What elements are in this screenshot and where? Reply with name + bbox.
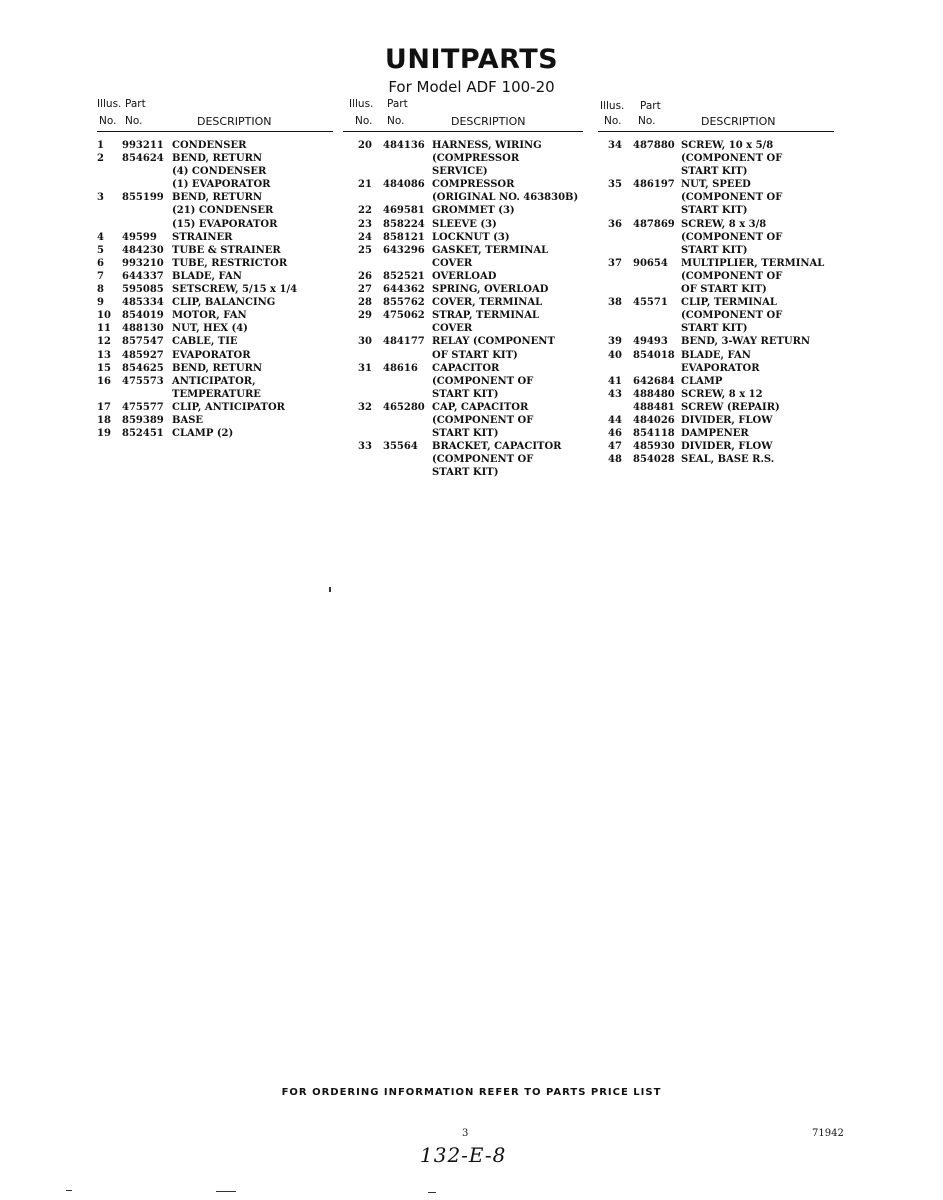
model-subtitle: For Model ADF 100-20	[388, 78, 555, 96]
part-number: 49493	[633, 336, 668, 348]
part-description: CAPACITOR	[432, 362, 500, 374]
part-description: CABLE, TIE	[172, 336, 238, 348]
parts-row	[343, 244, 583, 257]
part-number: 488130	[122, 323, 164, 335]
part-number: 854019	[122, 310, 164, 322]
parts-row	[97, 231, 333, 244]
part-description: (COMPONENT OF	[432, 375, 534, 387]
header-part: Part	[387, 98, 408, 110]
part-description: CONDENSER	[172, 140, 247, 151]
parts-row	[343, 204, 583, 217]
part-description: NUT, HEX (4)	[172, 323, 248, 335]
part-description: (COMPONENT OF	[681, 270, 783, 282]
parts-row	[97, 375, 333, 388]
part-description: START KIT)	[432, 428, 499, 440]
parts-column-1	[97, 98, 333, 440]
illus-number: 23	[358, 218, 372, 230]
part-description: GASKET, TERMINAL	[432, 244, 549, 256]
illus-number: 40	[608, 349, 622, 361]
parts-row	[343, 139, 583, 152]
parts-row	[598, 139, 834, 152]
parts-row	[598, 178, 834, 191]
illus-number: 38	[608, 297, 622, 309]
illus-number: 43	[608, 388, 622, 400]
part-number: 858121	[383, 231, 425, 243]
part-number: 854625	[122, 362, 164, 374]
part-number: 469581	[383, 205, 425, 217]
part-description: STRAINER	[172, 231, 233, 243]
parts-row	[343, 165, 583, 178]
part-description: MULTIPLIER, TERMINAL	[681, 257, 825, 269]
part-description: START KIT)	[432, 388, 499, 400]
part-description: SCREW, 8 x 12	[681, 388, 763, 400]
part-description: STRAP, TERMINAL	[432, 310, 539, 322]
parts-row	[598, 270, 834, 283]
header-part: Part	[640, 100, 661, 112]
part-description: SETSCREW, 5/15 x 1/4	[172, 284, 298, 296]
part-number: 855762	[383, 297, 425, 309]
part-description: START KIT)	[681, 166, 748, 178]
illus-number: 17	[97, 401, 111, 413]
part-description: CLIP, BALANCING	[172, 297, 276, 309]
scan-speck	[329, 587, 331, 592]
parts-row	[343, 231, 583, 244]
illus-number: 24	[358, 231, 372, 243]
part-description: COVER, TERMINAL	[432, 297, 543, 309]
parts-rows	[97, 139, 333, 440]
illus-number: 10	[97, 310, 111, 322]
part-description: SEAL, BASE R.S.	[681, 454, 775, 466]
header-illus: Illus.	[349, 98, 374, 110]
parts-row	[97, 309, 333, 322]
ordering-info-footer: FOR ORDERING INFORMATION REFER TO PARTS PRICE LIST	[281, 1087, 662, 1098]
parts-row	[97, 178, 333, 191]
part-number: 488480	[633, 388, 675, 400]
part-number: 857547	[122, 336, 164, 348]
illus-number: 35	[608, 179, 622, 191]
illus-number: 20	[358, 140, 372, 151]
part-description: CLAMP	[681, 375, 723, 387]
illus-number: 29	[358, 310, 372, 322]
part-description: (15) EVAPORATOR	[172, 218, 278, 230]
illus-number: 16	[97, 375, 111, 387]
header-description: DESCRIPTION	[451, 115, 526, 128]
part-number: 49599	[122, 231, 157, 243]
illus-number: 8	[97, 284, 104, 296]
part-description: BRACKET, CAPACITOR	[432, 441, 562, 453]
illus-number: 30	[358, 336, 372, 348]
part-number: 852451	[122, 428, 164, 440]
parts-row	[343, 191, 583, 204]
parts-column-2	[343, 98, 583, 479]
parts-row	[97, 218, 333, 231]
parts-rows	[343, 139, 583, 479]
part-description: OF START KIT)	[432, 349, 518, 361]
part-description: (21) CONDENSER	[172, 205, 274, 217]
page-title: UNITPARTS	[384, 44, 559, 75]
part-description: DAMPENER	[681, 428, 749, 440]
parts-row	[598, 322, 834, 335]
parts-row	[97, 257, 333, 270]
part-description: NUT, SPEED	[681, 179, 751, 191]
parts-row	[343, 362, 583, 375]
part-number: 486197	[633, 179, 675, 191]
part-description: SERVICE)	[432, 166, 488, 178]
part-number: 484136	[383, 140, 425, 151]
part-description: (ORIGINAL NO. 463830B)	[432, 192, 579, 204]
part-description: (4) CONDENSER	[172, 166, 267, 178]
header-illus: Illus.	[600, 100, 625, 112]
parts-row	[97, 362, 333, 375]
part-number: 643296	[383, 244, 425, 256]
illus-number: 27	[358, 284, 372, 296]
parts-row	[343, 309, 583, 322]
parts-row	[598, 414, 834, 427]
part-number: 858224	[383, 218, 425, 230]
illus-number: 7	[97, 270, 104, 282]
illus-number: 46	[608, 428, 622, 440]
illus-number: 13	[97, 349, 111, 361]
part-number: 475577	[122, 401, 164, 413]
illus-number: 3	[97, 192, 104, 204]
parts-row	[97, 191, 333, 204]
parts-row	[343, 322, 583, 335]
parts-row	[598, 296, 834, 309]
part-description: BEND, 3-WAY RETURN	[681, 336, 811, 348]
part-number: 859389	[122, 414, 164, 426]
illus-number: 4	[97, 231, 104, 243]
part-number: 487880	[633, 140, 675, 151]
parts-row	[598, 218, 834, 231]
header-no: No.	[355, 115, 373, 127]
part-description: START KIT)	[681, 244, 748, 256]
parts-row	[97, 322, 333, 335]
part-number: 993211	[122, 140, 164, 151]
parts-row	[97, 139, 333, 152]
document-number: 71942	[812, 1128, 844, 1139]
parts-row	[598, 309, 834, 322]
part-description: CLAMP (2)	[172, 428, 234, 440]
part-number: 484086	[383, 179, 425, 191]
part-description: START KIT)	[681, 323, 748, 335]
parts-row	[598, 244, 834, 257]
parts-row	[598, 165, 834, 178]
header-illus: Illus.	[97, 98, 122, 110]
parts-row	[343, 296, 583, 309]
parts-row	[343, 335, 583, 348]
illus-number: 28	[358, 297, 372, 309]
part-number: 90654	[633, 257, 668, 269]
part-number: 854624	[122, 153, 164, 165]
parts-row	[97, 427, 333, 440]
part-description: CLIP, ANTICIPATOR	[172, 401, 285, 413]
illus-number: 26	[358, 270, 372, 282]
parts-row	[97, 152, 333, 165]
illus-number: 22	[358, 205, 372, 217]
part-description: GROMMET (3)	[432, 205, 515, 217]
part-description: TUBE & STRAINER	[172, 244, 281, 256]
parts-row	[97, 401, 333, 414]
part-description: MOTOR, FAN	[172, 310, 247, 322]
illus-number: 19	[97, 428, 111, 440]
parts-row	[97, 165, 333, 178]
part-description: TEMPERATURE	[172, 388, 261, 400]
illus-number: 33	[358, 441, 372, 453]
parts-row	[343, 349, 583, 362]
column-header	[343, 98, 583, 132]
illus-number: 5	[97, 244, 104, 256]
illus-number: 32	[358, 401, 372, 413]
part-description: LOCKNUT (3)	[432, 231, 510, 243]
parts-row	[97, 335, 333, 348]
illus-number: 39	[608, 336, 622, 348]
illus-number: 34	[608, 140, 622, 151]
parts-row	[598, 231, 834, 244]
part-number: 642684	[633, 375, 675, 387]
parts-row	[598, 349, 834, 362]
part-description: SCREW, 10 x 5/8	[681, 140, 774, 151]
part-number: 854028	[633, 454, 675, 466]
part-number: 485930	[633, 441, 675, 453]
illus-number: 12	[97, 336, 111, 348]
part-description: SPRING, OVERLOAD	[432, 284, 549, 296]
header-description: DESCRIPTION	[197, 115, 272, 128]
parts-row	[598, 204, 834, 217]
part-number: 48616	[383, 362, 418, 374]
part-description: TUBE, RESTRICTOR	[172, 257, 288, 269]
parts-row	[343, 427, 583, 440]
part-number: 465280	[383, 401, 425, 413]
illus-number: 36	[608, 218, 622, 230]
part-description: START KIT)	[681, 205, 748, 217]
part-description: HARNESS, WIRING	[432, 140, 542, 151]
illus-number: 41	[608, 375, 622, 387]
scan-speck	[428, 1192, 436, 1193]
parts-row	[343, 440, 583, 453]
illus-number: 1	[97, 140, 104, 151]
illus-number: 18	[97, 414, 111, 426]
part-description: (1) EVAPORATOR	[172, 179, 271, 191]
parts-row	[598, 362, 834, 375]
part-number: 475573	[122, 375, 164, 387]
page-number: 3	[462, 1128, 469, 1139]
illus-number: 48	[608, 454, 622, 466]
part-description: CLIP, TERMINAL	[681, 297, 777, 309]
part-description: BEND, RETURN	[172, 362, 263, 374]
part-number: 35564	[383, 441, 418, 453]
part-number: 488481	[633, 401, 675, 413]
part-number: 484230	[122, 244, 164, 256]
header-description: DESCRIPTION	[701, 115, 776, 128]
part-number: 485334	[122, 297, 164, 309]
parts-row	[97, 244, 333, 257]
part-description: RELAY (COMPONENT	[432, 336, 555, 348]
illus-number: 37	[608, 257, 622, 269]
illus-number: 21	[358, 179, 372, 191]
parts-row	[343, 283, 583, 296]
part-description: (COMPONENT OF	[681, 231, 783, 243]
header-part-no: No.	[387, 115, 405, 127]
parts-row	[343, 466, 583, 479]
parts-row	[598, 257, 834, 270]
part-description: BEND, RETURN	[172, 153, 263, 165]
part-number: 475062	[383, 310, 425, 322]
part-number: 854018	[633, 349, 675, 361]
part-description: SLEEVE (3)	[432, 218, 497, 230]
column-header	[97, 98, 333, 132]
parts-row	[598, 401, 834, 414]
scan-speck	[66, 1190, 72, 1191]
scan-speck	[216, 1191, 236, 1192]
parts-row	[343, 388, 583, 401]
part-description: DIVIDER, FLOW	[681, 441, 773, 453]
illus-number: 6	[97, 257, 104, 269]
part-number: 993210	[122, 257, 164, 269]
part-description: BLADE, FAN	[681, 349, 751, 361]
parts-row	[97, 204, 333, 217]
part-description: COVER	[432, 323, 473, 335]
header-part: Part	[125, 98, 146, 110]
part-description: (COMPONENT OF	[432, 454, 534, 466]
parts-row	[598, 335, 834, 348]
part-number: 45571	[633, 297, 668, 309]
parts-row	[598, 283, 834, 296]
part-description: (COMPRESSOR	[432, 153, 520, 165]
parts-row	[343, 178, 583, 191]
parts-row	[598, 427, 834, 440]
part-number: 854118	[633, 428, 675, 440]
part-description: OVERLOAD	[432, 270, 497, 282]
header-no: No.	[99, 115, 117, 127]
handwritten-note: 132-E-8	[420, 1143, 507, 1167]
illus-number: 31	[358, 362, 372, 374]
parts-row	[343, 401, 583, 414]
part-description: START KIT)	[432, 467, 499, 479]
part-number: 484177	[383, 336, 425, 348]
part-description: SCREW, 8 x 3/8	[681, 218, 767, 230]
illus-number: 44	[608, 414, 622, 426]
parts-row	[97, 296, 333, 309]
part-description: ANTICIPATOR,	[172, 375, 256, 387]
parts-row	[598, 152, 834, 165]
parts-row	[343, 270, 583, 283]
parts-row	[97, 414, 333, 427]
parts-row	[343, 375, 583, 388]
part-number: 852521	[383, 270, 425, 282]
parts-row	[598, 453, 834, 466]
illus-number: 9	[97, 297, 104, 309]
parts-row	[97, 270, 333, 283]
part-number: 595085	[122, 284, 164, 296]
header-part-no: No.	[125, 115, 143, 127]
part-number: 644362	[383, 284, 425, 296]
part-description: BLADE, FAN	[172, 270, 242, 282]
illus-number: 15	[97, 362, 111, 374]
column-header	[598, 98, 834, 132]
illus-number: 11	[97, 323, 111, 335]
part-description: EVAPORATOR	[172, 349, 251, 361]
part-number: 485927	[122, 349, 164, 361]
part-description: SCREW (REPAIR)	[681, 401, 780, 413]
part-description: COMPRESSOR	[432, 179, 515, 191]
part-number: 487869	[633, 218, 675, 230]
parts-row	[343, 453, 583, 466]
part-description: BASE	[172, 414, 204, 426]
parts-row	[343, 257, 583, 270]
part-description: EVAPORATOR	[681, 362, 760, 374]
parts-row	[343, 414, 583, 427]
part-description: DIVIDER, FLOW	[681, 414, 773, 426]
parts-row	[343, 218, 583, 231]
parts-row	[97, 349, 333, 362]
part-description: (COMPONENT OF	[681, 153, 783, 165]
part-description: (COMPONENT OF	[681, 310, 783, 322]
part-number: 484026	[633, 414, 675, 426]
parts-column-3	[598, 98, 834, 466]
parts-row	[598, 440, 834, 453]
parts-row	[343, 152, 583, 165]
parts-row	[598, 388, 834, 401]
illus-number: 25	[358, 244, 372, 256]
part-description: (COMPONENT OF	[432, 414, 534, 426]
part-description: OF START KIT)	[681, 284, 767, 296]
illus-number: 47	[608, 441, 622, 453]
part-description: (COMPONENT OF	[681, 192, 783, 204]
part-number: 644337	[122, 270, 164, 282]
parts-row	[598, 375, 834, 388]
part-description: COVER	[432, 257, 473, 269]
header-part-no: No.	[638, 115, 656, 127]
parts-row	[97, 283, 333, 296]
parts-rows	[598, 139, 834, 466]
header-no: No.	[604, 115, 622, 127]
part-number: 855199	[122, 192, 164, 204]
parts-row	[598, 191, 834, 204]
illus-number: 2	[97, 153, 104, 165]
parts-row	[97, 388, 333, 401]
part-description: CAP, CAPACITOR	[432, 401, 529, 413]
part-description: BEND, RETURN	[172, 192, 263, 204]
